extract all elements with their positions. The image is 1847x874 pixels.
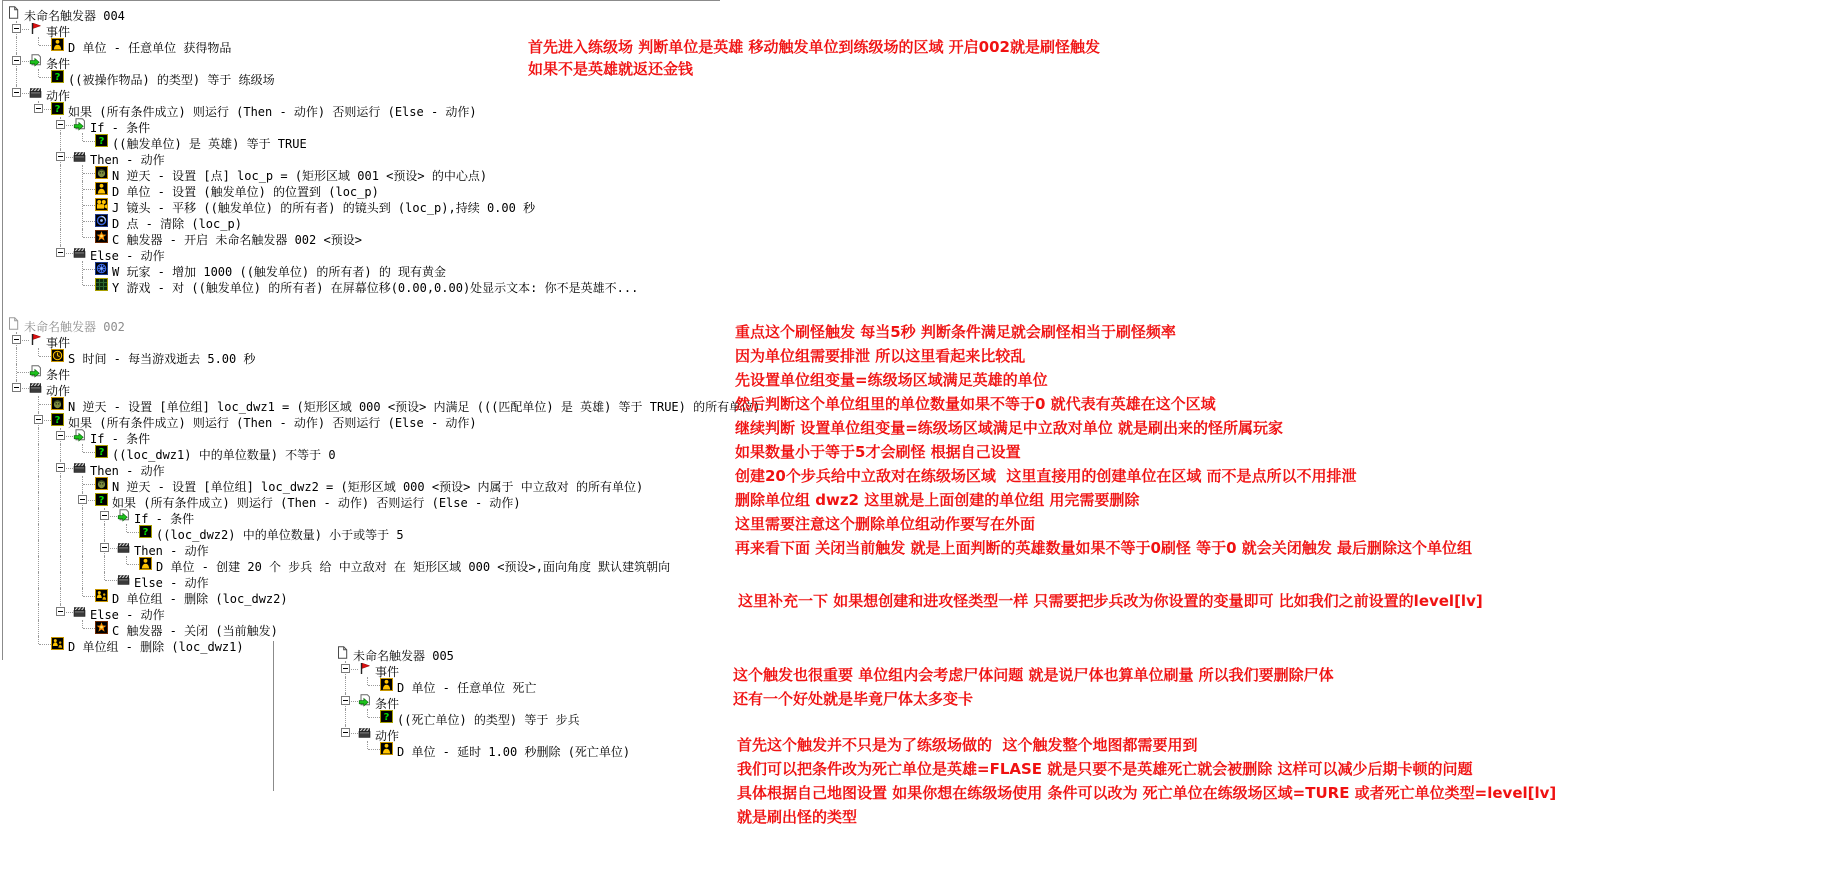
- annotation-block-entry: [528, 36, 1100, 80]
- annotation-line: 先设置单位组变量=练级场区域满足英雄的单位: [735, 371, 1048, 389]
- actions-icon: [358, 726, 371, 739]
- tree-row-label: ((触发单位) 是 英雄) 等于 TRUE: [112, 137, 307, 151]
- tree-row[interactable]: [3, 476, 720, 492]
- unit-group-icon: [95, 589, 108, 602]
- trigger-icon: [95, 621, 108, 634]
- expand-toggle[interactable]: [12, 88, 21, 97]
- tree-row[interactable]: [3, 524, 720, 540]
- document-icon: [336, 646, 349, 659]
- annotation-line: 删除单位组 dwz2 这里就是上面创建的单位组 用完需要删除: [735, 491, 1140, 509]
- tree-row-label: D 点 - 清除 (loc_p): [112, 217, 242, 231]
- camera-icon: [95, 198, 108, 211]
- tree-row[interactable]: [3, 149, 720, 165]
- tree-row-label: D 单位 - 任意单位 获得物品: [68, 41, 232, 55]
- ydwe-action-icon: [95, 166, 108, 179]
- unit-icon: [380, 678, 393, 691]
- expand-toggle[interactable]: [12, 56, 21, 65]
- tree-row-label: 未命名触发器 002: [24, 320, 125, 334]
- svg-text:?: ?: [54, 104, 61, 115]
- svg-text:?: ?: [54, 72, 61, 83]
- tree-row-label: D 单位 - 任意单位 死亡: [397, 681, 537, 695]
- tree-row-label: C 触发器 - 开启 未命名触发器 002 <预设>: [112, 233, 362, 247]
- tree-row-label: N 逆天 - 设置 [点] loc_p = (矩形区域 001 <预设> 的中心点): [112, 169, 488, 183]
- annotation-block-spawn-logic: [735, 320, 1472, 560]
- actions-icon: [73, 461, 86, 474]
- expand-toggle[interactable]: [78, 495, 87, 504]
- annotation-block-supplement: [738, 589, 1483, 613]
- tree-row[interactable]: [3, 5, 720, 21]
- tree-row-label: 动作: [46, 384, 71, 398]
- game-icon: [95, 278, 108, 291]
- event-flag-icon: [29, 333, 42, 346]
- tree-row[interactable]: [3, 396, 761, 414]
- expand-toggle[interactable]: [12, 24, 21, 33]
- svg-text:?: ?: [383, 712, 390, 723]
- expand-toggle[interactable]: [56, 607, 65, 616]
- tree-row[interactable]: [3, 460, 720, 476]
- expand-toggle[interactable]: [100, 543, 109, 552]
- annotation-line: 继续判断 设置单位组变量=练级场区域满足中立敌对单位 就是刷出来的怪所属玩家: [735, 419, 1284, 437]
- document-icon: [7, 6, 20, 19]
- tree-row-label: N 逆天 - 设置 [单位组] loc_dwz2 = (矩形区域 000 <预设> 内属于 中立敌对 的所有单位): [112, 480, 644, 494]
- tree-row[interactable]: [3, 197, 720, 213]
- tree-row-label: 条件: [46, 368, 71, 382]
- ydwe-action-icon: [51, 397, 64, 410]
- annotation-block-global-use: [737, 733, 1556, 829]
- tree-row-label: 未命名触发器 004: [24, 9, 125, 23]
- tree-row-label: 事件: [46, 25, 71, 39]
- annotation-line: 重点这个刷怪触发 每当5秒 判断条件满足就会刷怪相当于刷怪频率: [735, 323, 1176, 341]
- tree-row[interactable]: [3, 21, 720, 37]
- expand-toggle[interactable]: [34, 415, 43, 424]
- tree-row[interactable]: [3, 380, 720, 396]
- tree-row[interactable]: [3, 428, 720, 444]
- condition-question-icon: [51, 102, 64, 115]
- tree-row-label: D 单位组 - 删除 (loc_dwz2): [112, 592, 288, 606]
- annotation-line: 就是刷出怪的类型: [737, 808, 858, 826]
- tree-row[interactable]: [3, 229, 720, 245]
- annotation-line: 如果不是英雄就返还金钱: [528, 60, 694, 78]
- tree-row[interactable]: [3, 165, 720, 181]
- svg-text:?: ?: [54, 415, 61, 426]
- tree-row-label: Then - 动作: [90, 464, 165, 478]
- conditions-icon: [29, 365, 42, 378]
- tree-row-label: 条件: [46, 57, 71, 71]
- tree-row[interactable]: [3, 101, 720, 117]
- tree-row[interactable]: [3, 508, 720, 524]
- conditions-icon: [117, 509, 130, 522]
- player-icon: [95, 262, 108, 275]
- tree-row[interactable]: [3, 85, 720, 101]
- tree-row-label: D 单位 - 设置 (触发单位) 的位置到 (loc_p): [112, 185, 379, 199]
- timer-icon: [51, 349, 64, 362]
- condition-question-icon: [139, 525, 152, 538]
- expand-toggle[interactable]: [341, 728, 350, 737]
- unit-icon: [95, 182, 108, 195]
- tree-row-label: ((loc_dwz1) 中的单位数量) 不等于 0: [112, 448, 336, 462]
- tree-row-label: D 单位 - 创建 20 个 步兵 给 中立敌对 在 矩形区域 000 <预设>,面向角度 默认建筑朝向: [156, 560, 671, 574]
- tree-row[interactable]: [3, 213, 720, 229]
- tree-row-label: C 触发器 - 关闭 (当前触发): [112, 624, 278, 638]
- expand-toggle[interactable]: [100, 511, 109, 520]
- tree-row-label: D 单位组 - 删除 (loc_dwz1): [68, 640, 244, 654]
- tree-row-label: 如果 (所有条件成立) 则运行 (Then - 动作) 否则运行 (Else - 动作): [112, 496, 521, 510]
- conditions-icon: [358, 694, 371, 707]
- tree-row-label: S 时间 - 每当游戏逝去 5.00 秒: [68, 352, 256, 366]
- tree-row[interactable]: [3, 620, 720, 636]
- annotation-line: 首先这个触发并不只是为了练级场做的 这个触发整个地图都需要用到: [737, 736, 1198, 754]
- expand-toggle[interactable]: [56, 431, 65, 440]
- conditions-icon: [73, 429, 86, 442]
- expand-toggle[interactable]: [12, 335, 21, 344]
- tree-row-label: 事件: [46, 336, 71, 350]
- unit-group-icon: [51, 637, 64, 650]
- actions-icon: [29, 86, 42, 99]
- unit-icon: [139, 557, 152, 570]
- document-icon: [7, 317, 20, 330]
- annotation-line: 因为单位组需要排泄 所以这里看起来比较乱: [735, 347, 1026, 365]
- annotation-line: 具体根据自己地图设置 如果你想在练级场使用 条件可以改为 死亡单位在练级场区域=TURE 或者死亡单位类型=level[lv]: [737, 784, 1557, 802]
- tree-row[interactable]: [3, 277, 720, 293]
- annotation-line: 这里需要注意这个删除单位组动作要写在外面: [735, 515, 1036, 533]
- condition-question-icon: [51, 413, 64, 426]
- tree-row-label: If - 条件: [90, 121, 151, 135]
- annotation-line: 我们可以把条件改为死亡单位是英雄=FLASE 就是只要不是英雄死亡就会被删除 这样可以减少后期卡顿的问题: [737, 760, 1473, 778]
- tree-row-label: N 逆天 - 设置 [单位组] loc_dwz1 = (矩形区域 000 <预设> 内满足 (((匹配单位) 是 英雄) 等于 TRUE) 的所有单位): [68, 400, 761, 414]
- annotation-line: 这个触发也很重要 单位组内会考虑尸体问题 就是说尸体也算单位刷量 所以我们要删除尸体: [733, 666, 1334, 684]
- tree-row[interactable]: [3, 364, 720, 380]
- tree-row[interactable]: [3, 412, 720, 428]
- point-icon: [95, 214, 108, 227]
- tree-row[interactable]: [332, 661, 721, 677]
- tree-row[interactable]: [332, 677, 721, 693]
- tree-row[interactable]: [332, 741, 721, 757]
- tree-row-label: Else - 动作: [90, 608, 165, 622]
- annotation-line: 然后判断这个单位组里的单位数量如果不等于0 就代表有英雄在这个区域: [735, 395, 1216, 413]
- event-flag-icon: [29, 22, 42, 35]
- tree-row-label: J 镜头 - 平移 ((触发单位) 的所有者) 的镜头到 (loc_p),持续 0.00 秒: [112, 201, 536, 215]
- trigger-tree-002: [3, 312, 761, 654]
- actions-icon: [73, 605, 86, 618]
- tree-row[interactable]: [3, 492, 720, 508]
- annotation-line: 创建20个步兵给中立敌对在练级场区域 这里直接用的创建单位在区域 而不是点所以不用排泄: [735, 467, 1357, 485]
- tree-row-label: 事件: [375, 665, 400, 679]
- condition-question-icon: [380, 710, 393, 723]
- actions-icon: [73, 150, 86, 163]
- trigger-panel-005: [273, 641, 721, 791]
- expand-toggle[interactable]: [56, 248, 65, 257]
- tree-row-label: ((被操作物品) 的类型) 等于 练级场: [68, 73, 275, 87]
- actions-icon: [117, 541, 130, 554]
- actions-icon: [117, 573, 130, 586]
- tree-row[interactable]: [3, 261, 720, 277]
- ydwe-action-icon: [95, 477, 108, 490]
- expand-toggle[interactable]: [12, 383, 21, 392]
- conditions-icon: [73, 118, 86, 131]
- tree-row[interactable]: [332, 645, 721, 661]
- annotation-line: 如果数量小于等于5才会刷怪 根据自己设置: [735, 443, 1021, 461]
- svg-text:?: ?: [142, 527, 149, 538]
- tree-row[interactable]: [3, 588, 720, 604]
- tree-row-label: Else - 动作: [134, 576, 209, 590]
- expand-toggle[interactable]: [34, 104, 43, 113]
- tree-row[interactable]: [3, 540, 720, 556]
- tree-row-label: 动作: [375, 729, 400, 743]
- tree-row-label: If - 条件: [134, 512, 195, 526]
- expand-toggle[interactable]: [341, 696, 350, 705]
- expand-toggle[interactable]: [341, 664, 350, 673]
- svg-text:?: ?: [98, 447, 105, 458]
- trigger-icon: [95, 230, 108, 243]
- trigger-panel-002: [2, 312, 761, 660]
- tree-row-label: ((死亡单位) 的类型) 等于 步兵: [397, 713, 580, 727]
- trigger-tree-005: [332, 641, 721, 757]
- event-flag-icon: [358, 662, 371, 675]
- tree-row[interactable]: [3, 556, 720, 572]
- tree-row[interactable]: [3, 332, 720, 348]
- tree-row-label: Then - 动作: [90, 153, 165, 167]
- tree-row[interactable]: [3, 572, 720, 588]
- tree-row[interactable]: [332, 693, 721, 709]
- tree-row[interactable]: [3, 133, 720, 149]
- tree-row[interactable]: [3, 245, 720, 261]
- tree-row-label: D 单位 - 延时 1.00 秒删除 (死亡单位): [397, 745, 631, 759]
- tree-row-label: ((loc_dwz2) 中的单位数量) 小于或等于 5: [156, 528, 404, 542]
- expand-toggle[interactable]: [56, 120, 65, 129]
- tree-row-label: Else - 动作: [90, 249, 165, 263]
- svg-text:?: ?: [98, 136, 105, 147]
- condition-question-icon: [95, 493, 108, 506]
- tree-row[interactable]: [3, 444, 720, 460]
- unit-icon: [51, 38, 64, 51]
- tree-row-label: 未命名触发器 005: [353, 649, 454, 663]
- tree-row[interactable]: [3, 316, 720, 332]
- condition-question-icon: [95, 445, 108, 458]
- tree-row[interactable]: [332, 709, 721, 725]
- tree-row-label: 动作: [46, 89, 71, 103]
- tree-row-label: 条件: [375, 697, 400, 711]
- condition-question-icon: [51, 70, 64, 83]
- tree-row-label: W 玩家 - 增加 1000 ((触发单位) 的所有者) 的 现有黄金: [112, 265, 447, 279]
- expand-toggle[interactable]: [56, 152, 65, 161]
- tree-row-label: 如果 (所有条件成立) 则运行 (Then - 动作) 否则运行 (Else - 动作): [68, 105, 477, 119]
- annotation-line: 还有一个好处就是毕竟尸体太多变卡: [733, 690, 974, 708]
- tree-row[interactable]: [3, 604, 720, 620]
- svg-text:?: ?: [98, 495, 105, 506]
- annotation-line: 首先进入练级场 判断单位是英雄 移动触发单位到练级场的区域 开启002就是刷怪触发: [528, 38, 1100, 56]
- actions-icon: [29, 381, 42, 394]
- tree-row-label: Y 游戏 - 对 ((触发单位) 的所有者) 在屏幕位移(0.00,0.00)处显示文本: 你不是英雄不...: [112, 281, 639, 295]
- tree-row[interactable]: [3, 348, 720, 364]
- tree-row-label: Then - 动作: [134, 544, 209, 558]
- tree-row-label: If - 条件: [90, 432, 151, 446]
- unit-icon: [380, 742, 393, 755]
- expand-toggle[interactable]: [56, 463, 65, 472]
- tree-row-label: 如果 (所有条件成立) 则运行 (Then - 动作) 否则运行 (Else - 动作): [68, 416, 477, 430]
- tree-row[interactable]: [332, 725, 721, 741]
- annotation-line: 再来看下面 关闭当前触发 就是上面判断的英雄数量如果不等于0刷怪 等于0 就会关闭触发 最后删除这个单位组: [735, 539, 1472, 557]
- actions-icon: [73, 246, 86, 259]
- annotation-line: 这里补充一下 如果想创建和进攻怪类型一样 只需要把步兵改为你设置的变量即可 比如我们之前设置的level[lv]: [738, 592, 1483, 610]
- tree-row[interactable]: [3, 181, 720, 197]
- conditions-icon: [29, 54, 42, 67]
- annotation-block-corpse: [733, 663, 1334, 711]
- condition-question-icon: [95, 134, 108, 147]
- tree-row[interactable]: [3, 117, 720, 133]
